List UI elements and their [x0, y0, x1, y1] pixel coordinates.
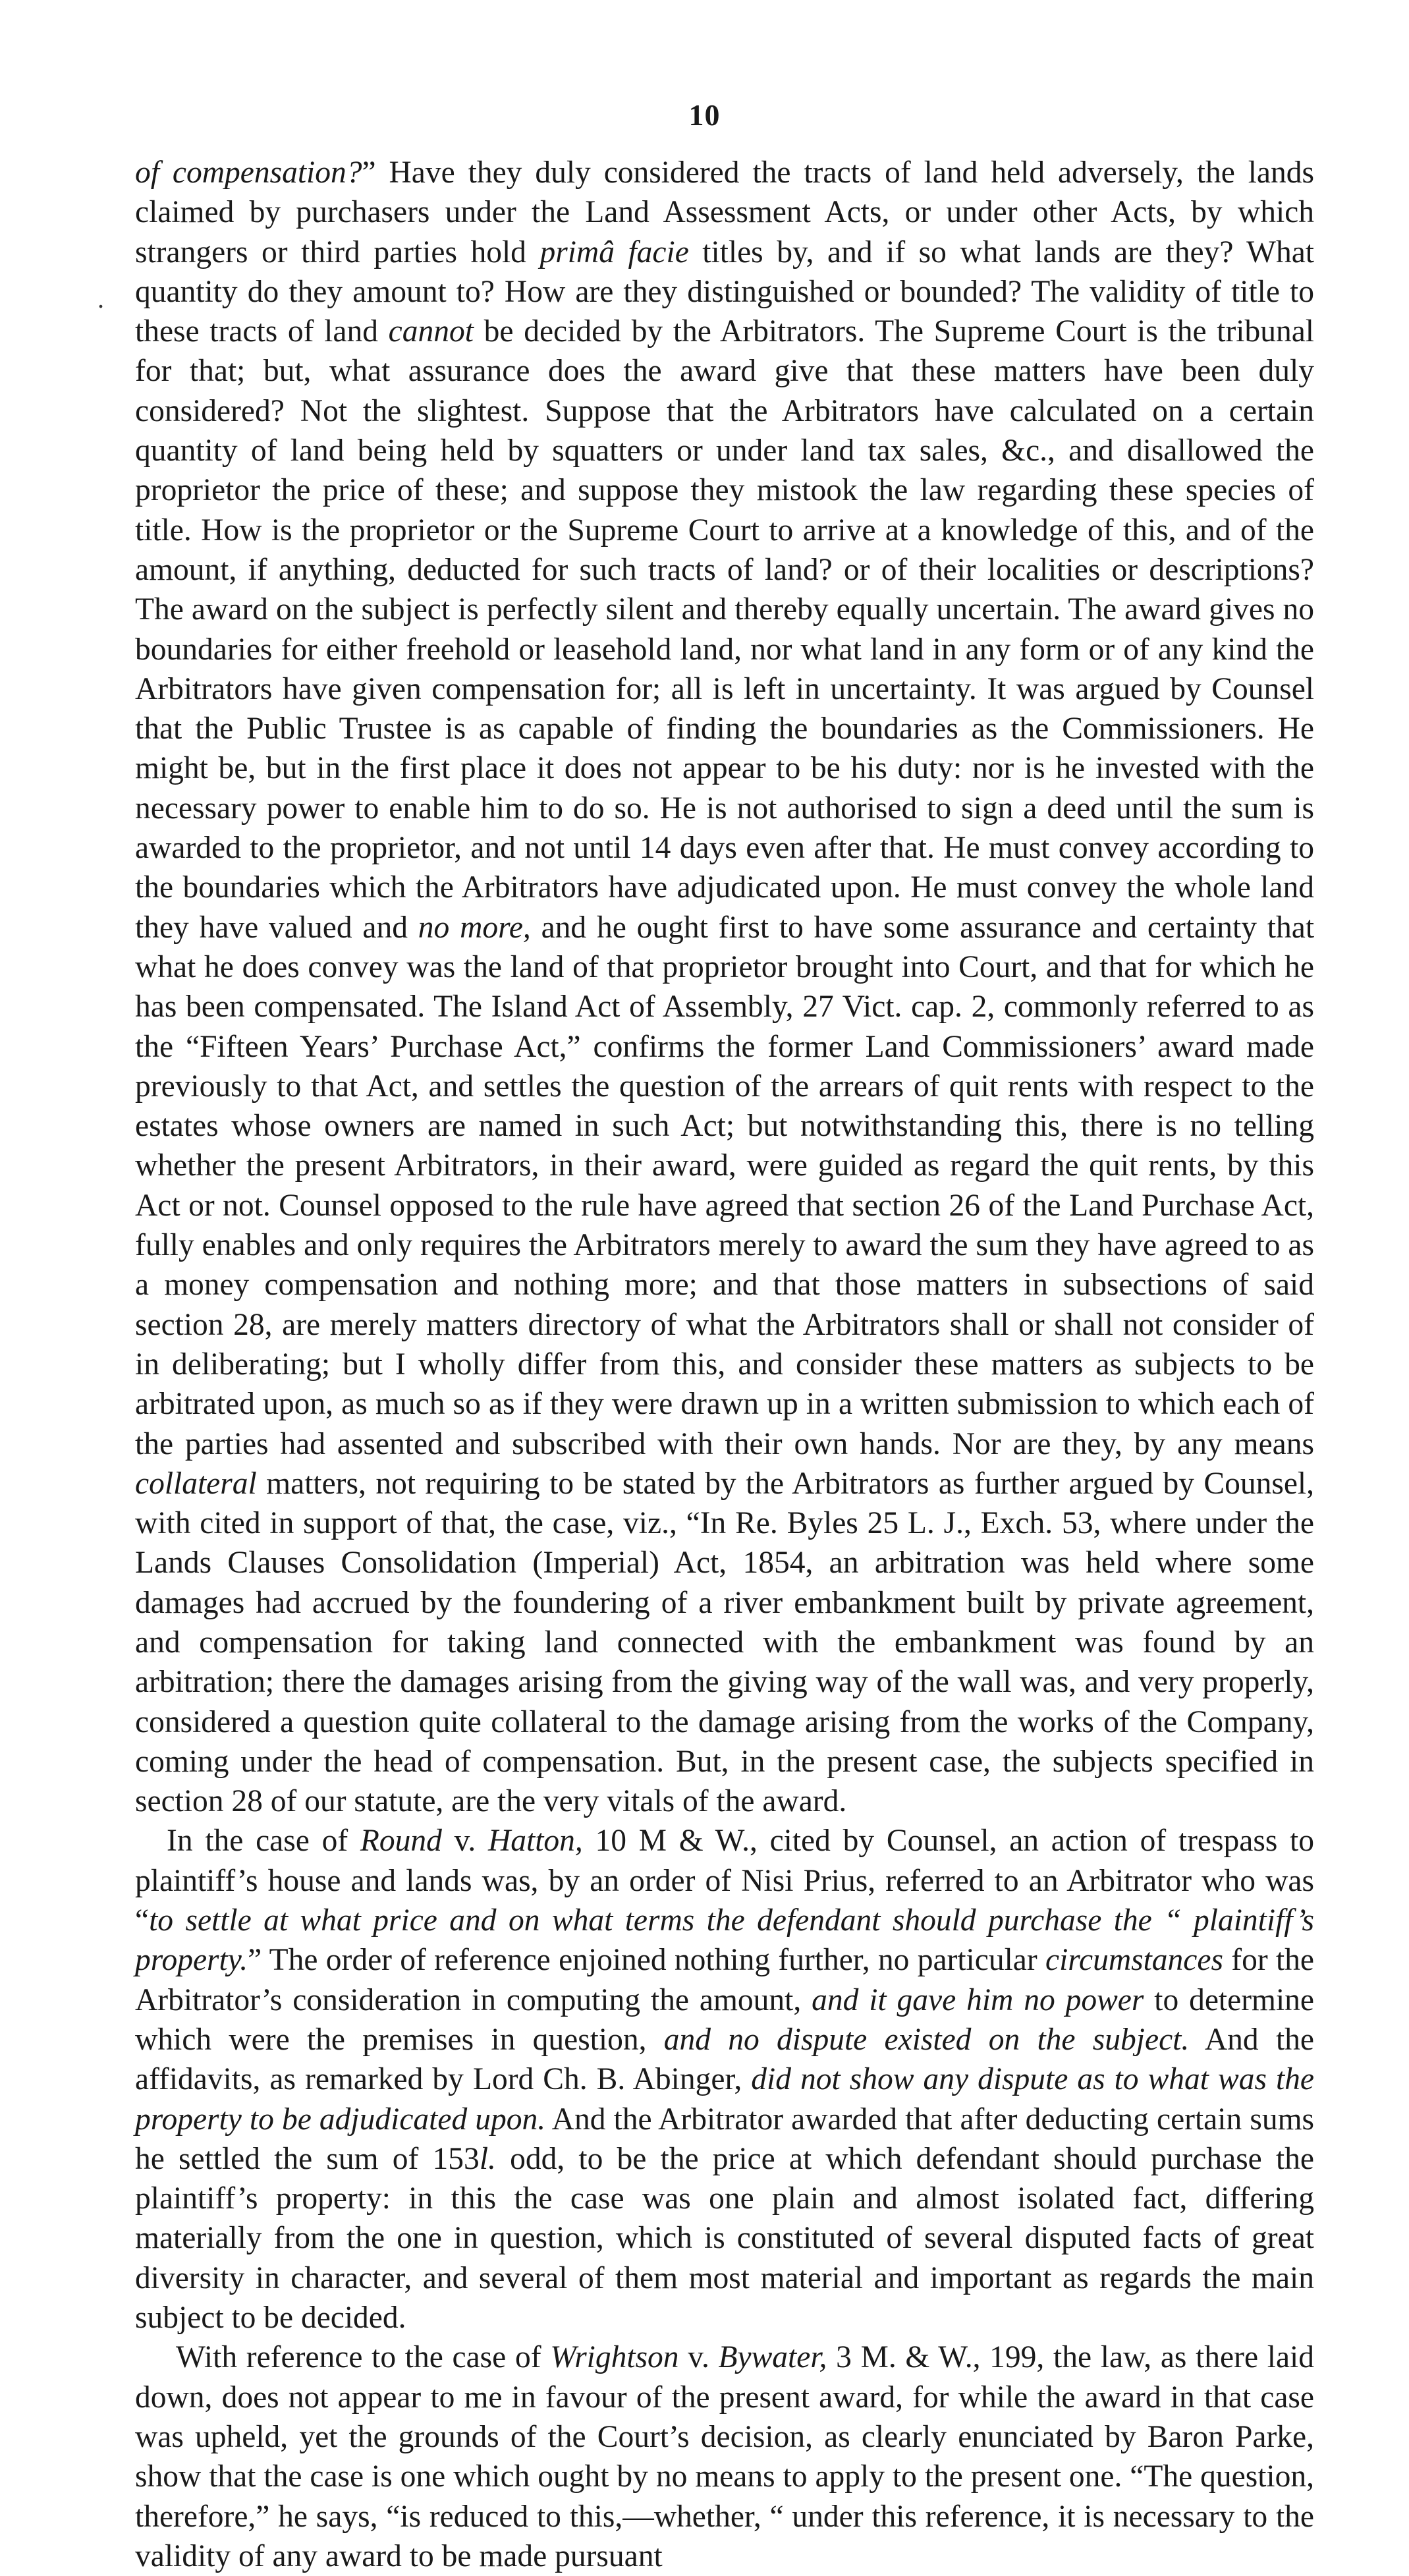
- text-run: 10 M & W., cited by Counsel, an action of trespass to plaintiff’s house and lands was, by an order of Nisi Prius, referred to an Arbitrator who was “: [135, 1824, 1314, 1938]
- body-text: [135, 153, 1314, 2576]
- paragraph: [135, 153, 1314, 1821]
- text-run: odd, to be the price at which defendant should purchase the plaintiff’s property: in this the case was one plain and almost isolated fact, differing materially from the one in question, which is constituted of several disputed facts of great diversity in character, and several of them most material and important as regards the main subject to be decided.: [135, 2141, 1314, 2336]
- italic-text: Bywater,: [718, 2340, 827, 2375]
- italic-text: did not show any dispute as to what was the property to be adjudicated upon.: [135, 2062, 1314, 2137]
- italic-text: to settle at what price and on what terms the defendant should purchase the “ plaintiff’s property.: [135, 1903, 1314, 1978]
- italic-text: circumstances: [1045, 1943, 1223, 1978]
- italic-text: and it gave him no power: [812, 1982, 1144, 2017]
- text-run: titles by, and if so what lands are they? What quantity do they amount to? How are they distinguished or bounded? The validity of title to these tracts of land: [135, 235, 1314, 349]
- text-run: be decided by the Arbitrators. The Supreme Court is the tribunal for that; but, what assurance does the award give that these matters have been duly considered? Not the slightest. Suppose that the Arbitrators have calculated on a certain quantity of land being held by squatters or under land tax sales, &c., and disallowed the proprietor the price of these; and suppose they mistook the law regarding these species of title. How is the proprietor or the Supreme Court to arrive at a knowledge of this, and of the amount, if anything, deducted for such tracts of land? or of their localities or descriptions? The award on the subject is perfectly silent and thereby equally uncertain. The award gives no boundaries for either freehold or leasehold land, nor what land in any form or of any kind the Arbitrators have given compensation for; all is left in uncertainty. It was argued by Counsel that the Public Trustee is as capable of finding the boundaries as the Commissioners. He might be, but in the first place it does not appear to be his duty: nor is he invested with the necessary power to enable him to do so. He is not authorised to sign a deed until the sum is awarded to the proprietor, and not until 14 days even after that. He must convey according to the boundaries which the Arbitrators have adjudicated upon. He must convey the whole land they have valued and: [135, 314, 1315, 945]
- text-run: v.: [441, 1824, 488, 1859]
- italic-text: cannot: [388, 314, 474, 349]
- italic-text: primâ facie: [539, 235, 689, 269]
- text-run: ” Have they duly considered the tracts of land held adversely, the lands claimed by purchasers under the Land Assessment Acts, or under other Acts, by which strangers or third parties hold: [135, 155, 1314, 269]
- italic-text: Hatton,: [487, 1824, 583, 1859]
- italic-text: and no dispute existed on the subject.: [663, 2022, 1190, 2057]
- text-run: v.: [678, 2340, 719, 2375]
- margin-mark: .: [97, 284, 104, 314]
- page-number: 10: [688, 98, 721, 132]
- text-run: ” The order of reference enjoined nothing further, no particular: [248, 1943, 1045, 1978]
- text-run: for the Arbitrator’s consideration in computing the amount,: [135, 1943, 1314, 2017]
- paragraph: [135, 2338, 1314, 2576]
- italic-text: of compensation?: [135, 155, 362, 190]
- text-run: And the Arbitrator awarded that after deducting certain sums he settled the sum of 153: [135, 2102, 1314, 2176]
- text-run: With reference to the case of: [176, 2340, 551, 2375]
- italic-text: l.: [479, 2141, 496, 2176]
- paragraph: [135, 1821, 1314, 2338]
- text-run: And the affidavits, as remarked by Lord Ch. B. Abinger,: [135, 2022, 1314, 2097]
- italic-text: Round: [360, 1824, 442, 1859]
- text-run: matters, not requiring to be stated by the Arbitrators as further argued by Counsel, with cited in support of that, the case, viz., “In Re. Byles 25 L. J., Exch. 53, where under the Lands Clauses Consolidation (Imperial) Act, 1854, an arbitration was held where some damages had accrued by the foundering of a river embankment built by private agreement, and compensation for taking land connected with the embankment was found by an arbitration; there the damages arising from the giving way of the wall was, and very properly, considered a question quite collateral to the damage arising from the works of the Company, coming under the head of compensation. But, in the present case, the subjects specified in section 28 of our statute, are the very vitals of the award.: [135, 1466, 1314, 1819]
- italic-text: Wrightson: [550, 2340, 679, 2375]
- text-run: 3 M. & W., 199, the law, as there laid down, does not appear to me in favour of the present award, for while the award in that case was upheld, yet the grounds of the Court’s decision, as clearly enunciated by Baron Parke, show that the case is one which ought by no means to apply to the present one. “The question, therefore,” he says, “is reduced to this,—whether, “ under this reference, it is necessary to the validity of any award to be made pursuant: [135, 2340, 1314, 2573]
- text-run: and he ought first to have some assurance and certainty that what he does convey was the land of that proprietor brought into Court, and that for which he has been compensated. The Island Act of Assembly, 27 Vict. cap. 2, commonly referred to as the “Fifteen Years’ Purchase Act,” confirms the former Land Commissioners’ award made previously to that Act, and settles the question of the arrears of quit rents with respect to the estates whose owners are named in such Act; but notwithstanding this, there is no telling whether the present Arbitrators, in their award, were guided as regard the quit rents, by this Act or not. Counsel opposed to the rule have agreed that section 26 of the Land Purchase Act, fully enables and only requires the Arbitrators merely to award the sum they have agreed to as a money compensation and nothing more; and that those matters in subsections of said section 28, are merely matters directory of what the Arbitrators shall or shall not consider of in deliberating; but I wholly differ from this, and consider these matters as subjects to be arbitrated upon, as much so as if they were drawn up in a written submission to which each of the parties had assented and subscribed with their own hands. Nor are they, by any means: [135, 910, 1315, 1461]
- italic-text: no more,: [418, 910, 531, 945]
- italic-text: collateral: [135, 1466, 257, 1501]
- text-run: to determine which were the premises in question,: [135, 1982, 1315, 2057]
- text-run: In the case of: [167, 1824, 360, 1859]
